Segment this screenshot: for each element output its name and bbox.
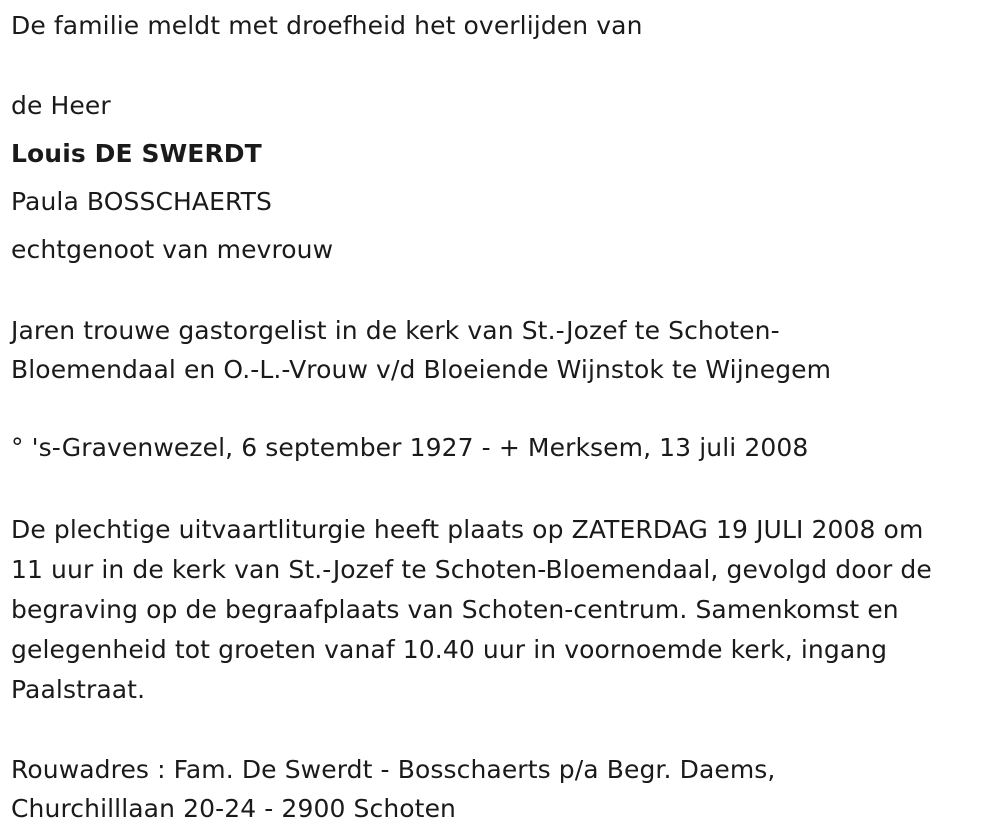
funeral-line-1: De plechtige uitvaartliturgie heeft plaats op ZATERDAG 19 JULI 2008 om — [11, 515, 924, 544]
funeral-line-3: begraving op de begraafplaats van Schoten-centrum. Samenkomst en — [11, 595, 899, 624]
funeral-line-5: Paalstraat. — [11, 675, 146, 704]
funeral-line-2: 11 uur in de kerk van St.-Jozef te Schoten-Bloemendaal, gevolgd door de — [11, 555, 932, 584]
title-prefix: de Heer — [11, 91, 111, 120]
deceased-name: Louis DE SWERDT — [11, 139, 262, 168]
funeral-line-4: gelegenheid tot groeten vanaf 10.40 uur in voornoemde kerk, ingang — [11, 635, 888, 664]
bio-line-1: Jaren trouwe gastorgelist in de kerk van St.-Jozef te Schoten- — [11, 316, 780, 345]
spouse-name: Paula BOSSCHAERTS — [11, 187, 273, 216]
bio-line-2: Bloemendaal en O.-L.-Vrouw v/d Bloeiende Wijnstok te Wijnegem — [11, 355, 832, 384]
birth-death-dates: ° 's-Gravenwezel, 6 september 1927 - + Merksem, 13 juli 2008 — [11, 433, 809, 462]
intro-text: De familie meldt met droefheid het overlijden van — [11, 11, 643, 40]
address-line-1: Rouwadres : Fam. De Swerdt - Bosschaerts p/a Begr. Daems, — [11, 755, 776, 784]
spouse-relation: echtgenoot van mevrouw — [11, 235, 334, 264]
address-line-2: Churchilllaan 20-24 - 2900 Schoten — [11, 794, 456, 823]
